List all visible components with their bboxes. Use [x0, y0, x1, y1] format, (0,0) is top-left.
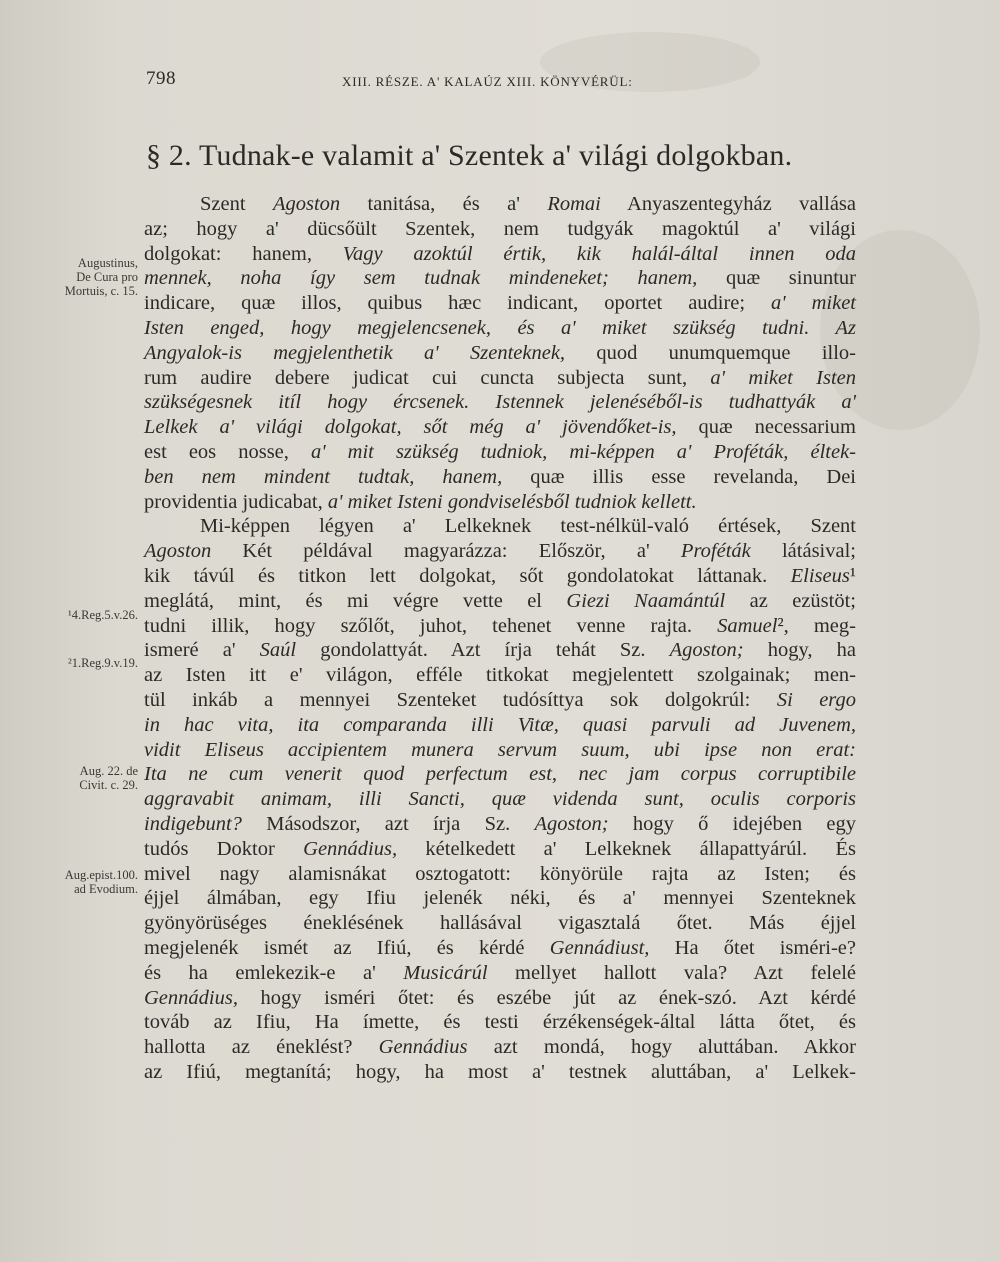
margin-note-line: Aug. 22. de: [79, 764, 138, 778]
text-line: [144, 291, 856, 316]
text-segment: ¹: [849, 564, 856, 587]
text-segment: mivel nagy alamisnákat osztogatott: könyörüle rajta az Isten; és: [144, 862, 856, 885]
italic-text: Ita ne cum venerit quod perfectum est, nec jam corpus corruptibile: [144, 763, 856, 786]
text-segment: Ha őtet isméri-e?: [649, 936, 856, 959]
italic-text: vidit Eliseus accipientem munera servum suum, ubi ipse non erat:: [144, 738, 856, 761]
italic-text: Giezi Naamántúl: [566, 589, 726, 612]
text-line: [144, 539, 856, 564]
text-line: [144, 390, 856, 415]
text-line: [144, 465, 856, 490]
text-segment: quæ illis esse revelanda, Dei: [502, 465, 856, 488]
text-line: [144, 514, 856, 539]
italic-text: Agoston;: [534, 812, 609, 835]
text-segment: továb az Ifiu, Ha ímette, és testi érzékenségek-által látta őtet, és: [144, 1011, 856, 1034]
text-segment: rum audire debere judicat cui cuncta subjecta sunt,: [144, 366, 711, 389]
text-segment: quæ necessarium: [676, 416, 856, 439]
italic-text: Romai: [547, 193, 601, 215]
text-line: [144, 862, 856, 887]
italic-text: Angyalok-is megjelenthetik a' Szenteknek,: [144, 341, 566, 364]
text-line: [144, 787, 856, 812]
text-segment: tül inkáb a mennyei Szenteket tudósíttya sok dolgokrúl:: [144, 688, 777, 711]
italic-text: Isten enged, hogy megjelencsenek, és a' miket szükség tudni. Az: [144, 316, 856, 339]
text-segment: gondolattyát. Azt írja tehát Sz.: [296, 639, 670, 662]
text-line: [144, 961, 856, 986]
page-number: 798: [146, 68, 176, 89]
text-segment: és ha emlekezik-e a': [144, 961, 404, 984]
text-line: [144, 564, 856, 589]
italic-text: Saúl: [259, 639, 297, 662]
text-segment: est eos nosse,: [144, 440, 311, 463]
text-line: [144, 589, 856, 614]
italic-text: Samuel: [717, 614, 778, 637]
italic-text: ben nem mindent tudtak, hanem,: [144, 465, 503, 488]
text-segment: az Ifiú, megtanítá; hogy, ha most a' testnek aluttában, a' Lelkek-: [144, 1060, 856, 1083]
text-line: [144, 911, 856, 936]
text-segment: quæ sinuntur: [697, 267, 856, 290]
text-line: [144, 614, 856, 639]
margin-note: [30, 656, 138, 670]
text-line: [144, 1010, 856, 1035]
italic-text: a' miket Isten: [710, 366, 856, 389]
text-segment: Két példával magyarázza: Először, a': [211, 540, 681, 563]
text-segment: tanitása, és a': [340, 193, 548, 215]
text-segment: kik távúl és titkon lett dolgokat, sőt gondolatokat láttanak.: [144, 564, 791, 587]
italic-text: Si ergo: [776, 688, 857, 711]
italic-text: aggravabit animam, illi Sancti, quæ videnda sunt, oculis corporis: [144, 788, 856, 811]
text-line: [144, 341, 856, 366]
text-line: [144, 490, 856, 515]
italic-text: a' miket: [771, 292, 857, 315]
italic-text: Gennádiust,: [549, 936, 650, 959]
text-segment: Szent: [200, 193, 273, 215]
italic-text: Gennádius,: [144, 986, 238, 1009]
text-segment: kételkedett a' Lelkeknek állapattyárúl. És: [397, 837, 856, 860]
text-segment: tudni illik, hogy szőlőt, juhot, tehenet venne rajta.: [144, 614, 718, 637]
body-text: [144, 192, 856, 1085]
italic-text: Agoston: [272, 193, 341, 215]
text-line: [144, 217, 856, 242]
text-segment: megjelenék ismét az Ifiú, és kérdé: [144, 936, 550, 959]
text-segment: ², meg-: [777, 614, 856, 637]
text-line: [144, 366, 856, 391]
text-segment: providentia judicabat,: [144, 490, 328, 513]
text-segment: quod unumquemque illo-: [565, 341, 856, 364]
text-segment: azt mondá, hogy aluttában. Akkor: [467, 1036, 856, 1059]
margin-note-line: ad Evodium.: [74, 882, 138, 896]
text-line: [144, 762, 856, 787]
italic-text: Lelkek a' világi dolgokat, sőt még a' jövendőket-is,: [144, 416, 677, 439]
italic-text: Gennádius,: [303, 837, 398, 860]
margin-note-line: De Cura pro: [76, 270, 138, 284]
text-segment: indicare, quæ illos, quibus hæc indicant, oportet audire;: [144, 292, 772, 315]
text-segment: Anyaszentegyház vallása: [600, 193, 857, 215]
text-line: [144, 812, 856, 837]
margin-note-line: Civit. c. 29.: [79, 778, 138, 792]
text-segment: hogy ő idejében egy: [608, 812, 856, 835]
italic-text: Agoston;: [669, 639, 744, 662]
text-line: [144, 638, 856, 663]
running-head: XIII. RÉSZE. A' KALAÚZ XIII. KÖNYVÉRÜL:: [342, 74, 633, 89]
text-line: [144, 316, 856, 341]
italic-text: a' miket Isteni gondviselésből tudniok kellett.: [327, 490, 697, 513]
text-line: [144, 837, 856, 862]
page-header: [146, 68, 846, 90]
text-segment: hallotta az éneklést?: [144, 1036, 379, 1059]
margin-note-line: Aug.epist.100.: [64, 868, 138, 882]
text-segment: éjjel álmában, egy Ifiu jelenék néki, és a' mennyei Szenteknek: [144, 887, 856, 910]
text-segment: gyönyörüséges éneklésének hallásával vigasztalá őtet. Más éjjel: [144, 912, 856, 935]
text-line: [144, 663, 856, 688]
italic-text: a' mit szükség tudniok, mi-képpen a' Proféták, éltek-: [310, 440, 856, 463]
section-title: § 2. Tudnak-e valamit a' Szentek a' világi dolgokban.: [146, 139, 793, 172]
margin-note: [30, 868, 138, 896]
italic-text: szükségesnek itíl hogy ércsenek. Istennek jelenéséből-is tudhattyák a': [144, 391, 856, 414]
text-line: [144, 440, 856, 465]
text-segment: meglátá, mint, és mi végre vette el: [144, 589, 567, 612]
text-line: [144, 713, 856, 738]
text-line: [144, 688, 856, 713]
italic-text: Vagy azoktúl értik, kik halál-által innen oda: [342, 242, 856, 265]
margin-note-line: ²1.Reg.9.v.19.: [68, 656, 138, 670]
margin-note-line: Augustinus,: [77, 256, 138, 270]
text-line: [144, 986, 856, 1011]
text-segment: hogy isméri őtet: és eszébe jút az ének-szó. Azt kérdé: [237, 986, 856, 1009]
text-segment: az ezüstöt;: [725, 589, 856, 612]
italic-text: mennek, noha így sem tudnak mindeneket; hanem,: [144, 267, 698, 290]
text-line: [144, 266, 856, 291]
italic-text: Musicárúl: [403, 961, 488, 984]
text-line: [144, 242, 856, 267]
text-line: [144, 936, 856, 961]
italic-text: Agoston: [144, 540, 212, 563]
italic-text: Proféták: [680, 540, 751, 563]
margin-note: [30, 608, 138, 622]
margin-note-line: Mortuis, c. 15.: [64, 284, 138, 298]
text-line: [144, 1035, 856, 1060]
text-segment: ismeré a': [144, 639, 260, 662]
text-line: [144, 415, 856, 440]
italic-text: Gennádius: [378, 1036, 468, 1059]
italic-text: indigebunt?: [144, 812, 242, 835]
text-segment: dolgokat: hanem,: [144, 242, 343, 265]
text-segment: az; hogy a' dücsőült Szentek, nem tudgyák magoktúl a' világi: [144, 217, 856, 240]
text-line: [144, 886, 856, 911]
italic-text: in hac vita, ita comparanda illi Vitæ, quasi parvuli ad Juvenem,: [144, 713, 856, 736]
text-segment: az Isten itt e' világon, efféle titkokat megjelentett szolgainak; men-: [144, 664, 856, 687]
text-segment: mellyet hallott vala? Azt felelé: [487, 961, 856, 984]
text-segment: látásival;: [750, 540, 856, 563]
italic-text: Eliseus: [790, 564, 850, 587]
margin-note: [30, 256, 138, 298]
margin-note-line: ¹4.Reg.5.v.26.: [68, 608, 138, 622]
text-line: [144, 1060, 856, 1085]
text-segment: Mi-képpen légyen a' Lelkeknek test-nélkül-való értések, Szent: [200, 515, 856, 538]
text-line: [144, 738, 856, 763]
text-segment: hogy, ha: [743, 639, 856, 662]
margin-note: [30, 764, 138, 792]
text-segment: tudós Doktor: [144, 837, 304, 860]
text-segment: Másodszor, azt írja Sz.: [241, 812, 535, 835]
text-line: [144, 192, 856, 217]
